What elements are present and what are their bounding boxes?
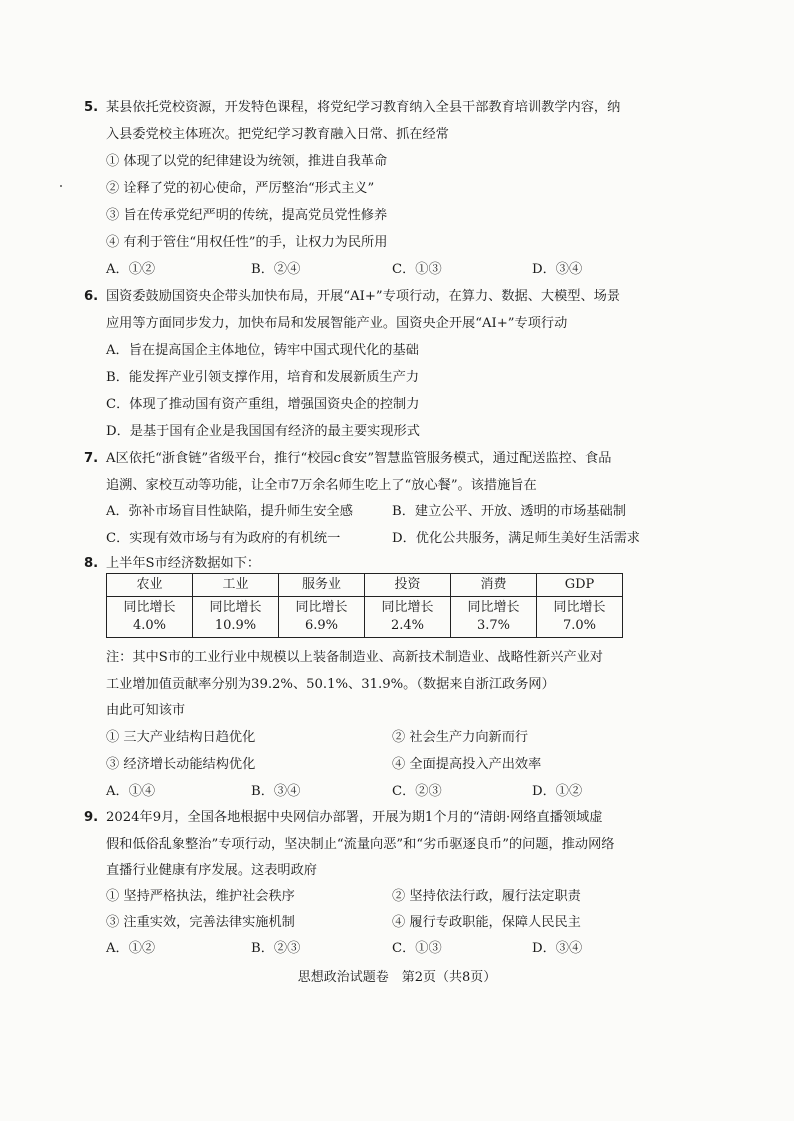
- table-cell: [451, 597, 537, 638]
- growth-label: 同比增长: [467, 600, 520, 615]
- q9-choice-b[interactable]: B．②③: [251, 941, 301, 956]
- q5-item-4: ④ 有利于管住“用权任性”的手，让权力为民所用: [106, 235, 388, 250]
- q6-stem-line2: 应用等方面同步发力，加快布局和发展智能产业。国资央企开展“AI+”专项行动: [106, 316, 568, 331]
- q8-stem: 上半年S市经济数据如下：: [106, 556, 261, 571]
- growth-value: 10.9%: [214, 618, 257, 633]
- q6-choice-d[interactable]: D．是基于国有企业是我国国有经济的最主要实现形式: [106, 424, 420, 439]
- q5-item-3: ③ 旨在传承党纪严明的传统，提高党员党性修养: [106, 208, 388, 223]
- q5-choice-a[interactable]: A．①②: [106, 262, 156, 277]
- q8-choice-c[interactable]: C．②③: [392, 784, 442, 799]
- economic-data-table: [106, 573, 623, 638]
- q5-choice-d[interactable]: D．③④: [532, 262, 583, 277]
- q8-choice-d[interactable]: D．①②: [532, 784, 583, 799]
- q9-stem-line3: 直播行业健康有序发展。这表明政府: [106, 863, 317, 878]
- q9-stem-line1: 2024年9月，全国各地根据中央网信办部署，开展为期1个月的“清朗·网络直播领域虚: [106, 810, 603, 825]
- q5-stem-line1: 某县依托党校资源，开发特色课程，将党纪学习教育纳入全县干部教育培训教学内容，纳: [106, 100, 621, 115]
- growth-label: 同比增长: [295, 600, 348, 615]
- page-footer: 思想政治试题卷 第2页（共8页）: [297, 970, 497, 985]
- q5-item-2: ② 诠释了党的初心使命，严厉整治“形式主义”: [106, 181, 375, 196]
- table-row: [107, 597, 623, 638]
- q8-lead: 由此可知该市: [106, 703, 186, 718]
- table-cell: [193, 597, 279, 638]
- q8-note-line2: 工业增加值贡献率分别为39.2%、50.1%、31.9%。（数据来自浙江政务网）: [106, 677, 555, 692]
- growth-label: 同比增长: [209, 600, 262, 615]
- q5-number: 5.: [84, 100, 99, 115]
- growth-label: 同比增长: [123, 600, 176, 615]
- q9-number: 9.: [84, 810, 99, 825]
- q6-choice-b[interactable]: B．能发挥产业引领支撑作用，培育和发展新质生产力: [106, 370, 420, 385]
- q9-choice-c[interactable]: C．①③: [392, 941, 442, 956]
- q9-choice-a[interactable]: A．①②: [106, 941, 156, 956]
- q9-item-4: ④ 履行专政职能，保障人民民主: [392, 915, 581, 930]
- table-cell: [365, 597, 451, 638]
- table-header-cell: 工业: [193, 574, 279, 597]
- growth-value: 7.0%: [562, 618, 597, 633]
- q9-stem-line2: 假和低俗乱象整治”专项行动，坚决制止“流量向恶”和“劣币驱逐良币”的问题，推动网络: [106, 837, 615, 852]
- table-header-row: [107, 574, 623, 597]
- q6-choice-c[interactable]: C．体现了推动国有资产重组，增强国资央企的控制力: [106, 397, 420, 412]
- table-header-cell: 消费: [451, 574, 537, 597]
- q8-item-2: ② 社会生产力向新而行: [392, 730, 529, 745]
- q7-choice-d[interactable]: D．优化公共服务，满足师生美好生活需求: [392, 531, 640, 546]
- q8-choice-b[interactable]: B．③④: [251, 784, 301, 799]
- q7-choice-a[interactable]: A．弥补市场盲目性缺陷，提升师生安全感: [106, 504, 353, 519]
- q7-stem-line1: A区依托“浙食链”省级平台，推行“校园c食安”智慧监管服务模式，通过配送监控、食品: [106, 451, 612, 466]
- q8-item-3: ③ 经济增长动能结构优化: [106, 757, 256, 772]
- q8-item-1: ① 三大产业结构日趋优化: [106, 730, 256, 745]
- growth-value: 4.0%: [132, 618, 167, 633]
- table-cell: [537, 597, 623, 638]
- scan-speck: [60, 185, 62, 187]
- q5-choice-b[interactable]: B．②④: [251, 262, 301, 277]
- q7-choice-c[interactable]: C．实现有效市场与有为政府的有机统一: [106, 531, 341, 546]
- q5-stem-line2: 入县委党校主体班次。把党纪学习教育融入日常、抓在经常: [106, 127, 449, 142]
- q7-choice-b[interactable]: B．建立公平、开放、透明的市场基础制: [392, 504, 626, 519]
- q5-item-1: ① 体现了以党的纪律建设为统领，推进自我革命: [106, 154, 388, 169]
- growth-label: 同比增长: [553, 600, 606, 615]
- q8-note-line1: 注：其中S市的工业行业中规模以上装备制造业、高新技术制造业、战略性新兴产业对: [106, 650, 603, 665]
- q9-item-1: ① 坚持严格执法，维护社会秩序: [106, 889, 295, 904]
- q9-choice-d[interactable]: D．③④: [532, 941, 583, 956]
- table-cell: [279, 597, 365, 638]
- growth-value: 3.7%: [476, 618, 511, 633]
- table-header-cell: 投资: [365, 574, 451, 597]
- q7-number: 7.: [84, 451, 99, 466]
- table-header-cell: 农业: [107, 574, 193, 597]
- q8-choice-a[interactable]: A．①④: [106, 784, 156, 799]
- q7-stem-line2: 追溯、家校互动等功能，让全市7万余名师生吃上了“放心餐”。该措施旨在: [106, 478, 537, 493]
- q9-item-3: ③ 注重实效，完善法律实施机制: [106, 915, 295, 930]
- growth-value: 2.4%: [390, 618, 425, 633]
- growth-value: 6.9%: [304, 618, 339, 633]
- q8-number: 8.: [84, 556, 99, 571]
- q8-item-4: ④ 全面提高投入产出效率: [392, 757, 542, 772]
- table-header-cell: 服务业: [279, 574, 365, 597]
- q9-item-2: ② 坚持依法行政，履行法定职责: [392, 889, 581, 904]
- q6-number: 6.: [84, 289, 99, 304]
- growth-label: 同比增长: [381, 600, 434, 615]
- q6-choice-a[interactable]: A．旨在提高国企主体地位，铸牢中国式现代化的基础: [106, 343, 419, 358]
- q5-choice-c[interactable]: C．①③: [392, 262, 442, 277]
- q6-stem-line1: 国资委鼓励国资央企带头加快布局，开展“AI+”专项行动，在算力、数据、大模型、场景: [106, 289, 621, 304]
- table-cell: [107, 597, 193, 638]
- table-header-cell: GDP: [537, 574, 623, 597]
